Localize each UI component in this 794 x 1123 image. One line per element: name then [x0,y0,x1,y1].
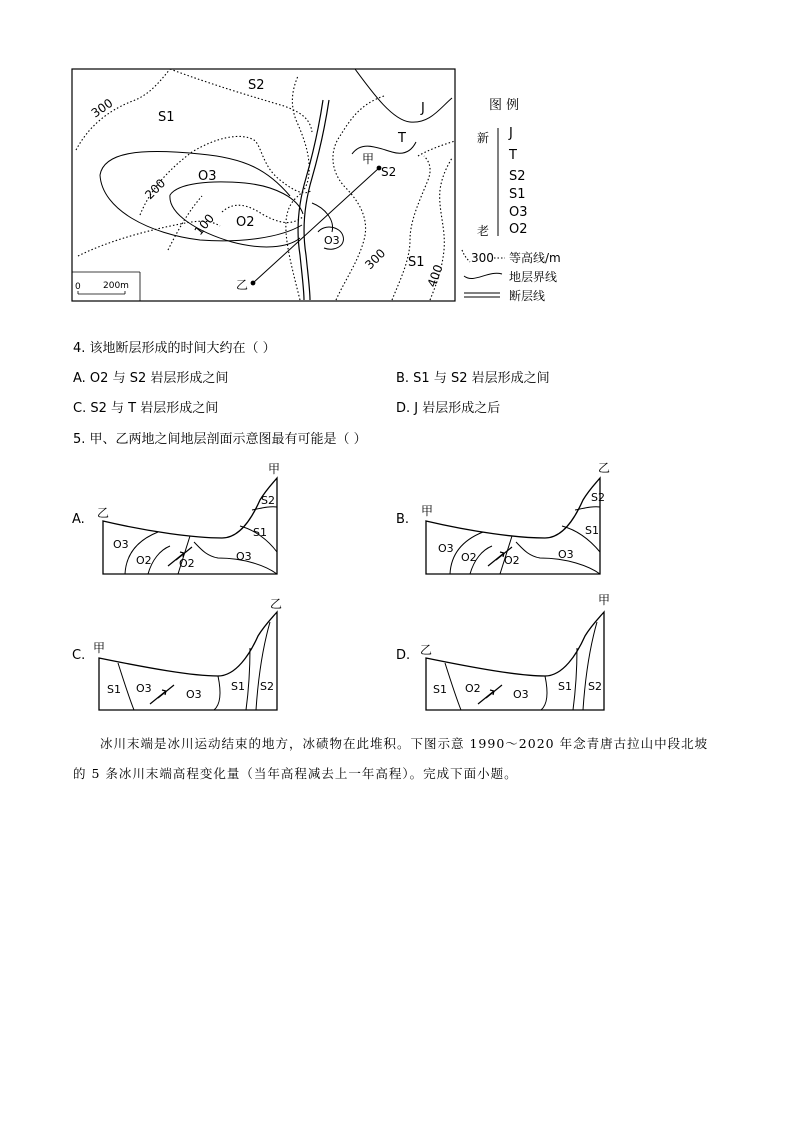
contour-label-300-left: 300 [88,95,116,121]
map-frame [72,69,455,301]
scale-zero: 0 [75,282,81,292]
profile-a-label-o2-right: O2 [179,557,195,570]
profile-a[interactable] [72,462,280,574]
profile-line [253,168,379,283]
q4-option-c[interactable]: C. S2 与 T 岩层形成之间 [73,401,219,416]
map-layer-o3-left: O3 [198,169,217,184]
q4-stem: 4. 该地断层形成的时间大约在（ ） [73,341,276,356]
profile-d[interactable] [396,593,610,710]
legend-boundary-label: 地层界线 [509,270,558,284]
profile-c-label-o3-left: O3 [136,682,152,695]
profile-d-left-label: 乙 [420,643,433,657]
profile-a-label-o2-left: O2 [136,554,152,567]
profile-c[interactable] [72,597,282,710]
map-layer-s2-top: S2 [248,78,265,93]
profile-a-right-label: 甲 [268,462,281,476]
profile-b[interactable] [396,461,610,574]
profile-d-right-label: 甲 [598,593,611,607]
legend-new: 新 [477,131,490,145]
legend-boundary-symbol [464,273,502,278]
profile-d-letter: D. [396,648,411,663]
map-layer-o3-right: O3 [324,234,340,247]
fault-line [298,100,323,300]
profile-b-label-o3-right: O3 [558,548,574,561]
legend-title: 图 例 [489,98,520,113]
profile-c-letter: C. [72,648,86,663]
stratum-boundaries [100,69,452,249]
q4-option-d[interactable]: D. J 岩层形成之后 [396,401,501,416]
profile-a-label-s2: S2 [261,494,275,507]
profile-b-left-label: 甲 [421,504,434,518]
legend-old: 老 [477,224,490,238]
profile-b-label-o2-left: O2 [461,551,477,564]
map-layer-o2: O2 [236,215,255,230]
q4-option-b[interactable]: B. S1 与 S2 岩层形成之间 [396,371,550,386]
map-layer-s1-right: S1 [408,255,425,270]
profile-b-right-label: 乙 [598,461,611,475]
profile-c-label-o3-right: O3 [186,688,202,701]
q5-stem: 5. 甲、乙两地之间地层剖面示意图最有可能是（ ） [73,432,367,447]
point-yi-label: 乙 [236,278,249,292]
profile-b-label-o2-right: O2 [504,554,520,567]
profile-d-fault-arrow [478,685,502,704]
profile-a-label-s1: S1 [253,526,267,539]
legend-contour-value: 300 [471,251,494,265]
legend-contour-symbol [462,250,470,262]
profile-b-letter: B. [396,512,410,527]
map-layer-t: T [398,131,406,146]
legend-stratum-t: T [509,148,517,163]
intro-paragraph-line1: 冰川末端是冰川运动结束的地方，冰碛物在此堆积。下图示意 1990～2020 年念青唐古拉山中段北坡 [100,736,709,751]
profile-a-left-label: 乙 [97,506,110,520]
contour-label-100: 100 [191,211,218,238]
map-layer-s2-right: S2 [381,165,397,179]
legend-fault-label: 断层线 [509,289,546,303]
profile-d-label-s1-right: S1 [558,680,572,693]
legend-stratum-j: J [509,126,513,141]
contour-label-400: 400 [424,262,446,290]
profile-a-letter: A. [72,512,85,527]
point-yi-marker [251,281,256,286]
profile-c-label-s1-left: S1 [107,683,121,696]
profile-c-right-label: 乙 [270,597,283,611]
profile-c-left-label: 甲 [93,641,106,655]
point-jia-label: 甲 [362,152,375,166]
profile-c-label-s1-right: S1 [231,680,245,693]
scale-distance: 200m [103,281,129,291]
profile-b-label-s1: S1 [585,524,599,537]
legend-stratum-s1: S1 [509,187,526,202]
legend-contour-label: 等高线/m [509,251,561,265]
profile-d-label-o3: O3 [513,688,529,701]
geologic-map [0,0,794,320]
profile-a-label-o3-right: O3 [236,550,252,563]
contour-label-200: 200 [142,176,169,203]
contour-lines [76,69,455,300]
profile-a-label-o3-left: O3 [113,538,129,551]
profile-d-label-s2: S2 [588,680,602,693]
legend-stratum-o3: O3 [509,205,528,220]
fault-line-parallel [304,100,329,300]
intro-paragraph-line2: 的 5 条冰川末端高程变化量（当年高程减去上一年高程）。完成下面小题。 [73,766,518,781]
q4-option-a[interactable]: A. O2 与 S2 岩层形成之间 [73,371,229,386]
profile-c-label-s2: S2 [260,680,274,693]
profile-d-label-s1-left: S1 [433,683,447,696]
profile-c-fault-arrow [150,685,174,704]
contour-label-300-right: 300 [362,246,389,273]
legend-stratum-o2: O2 [509,222,528,237]
map-layer-j: J [421,101,425,116]
map-layer-s1-left: S1 [158,110,175,125]
q5-profiles [0,450,794,720]
profile-d-label-o2: O2 [465,682,481,695]
legend-stratum-s2: S2 [509,169,526,184]
profile-b-label-o3-left: O3 [438,542,454,555]
profile-b-label-s2: S2 [591,491,605,504]
